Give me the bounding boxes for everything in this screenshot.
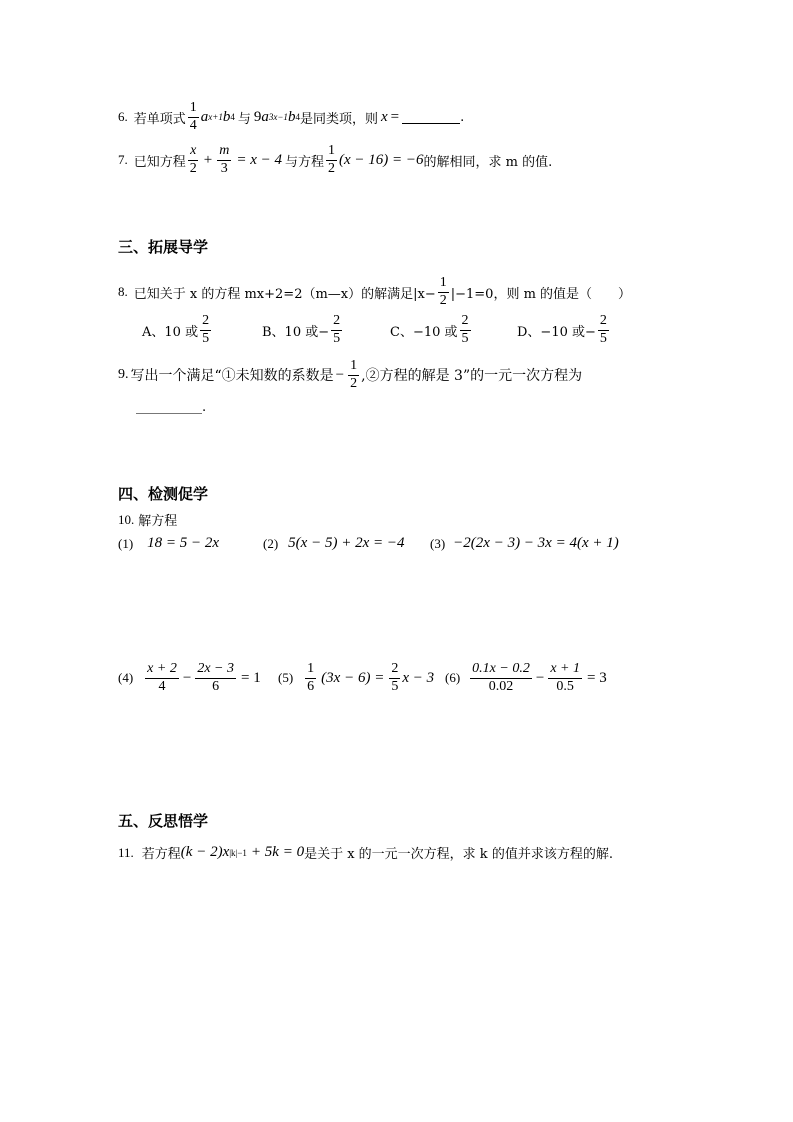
question-7	[118, 144, 552, 176]
problem-label: (5)	[278, 670, 294, 686]
fraction: $\frac{1}{2}$	[350, 358, 358, 391]
answer-blank[interactable]	[402, 111, 460, 124]
question-8	[118, 276, 631, 308]
fraction: $\frac{2}{5}$	[391, 661, 399, 694]
equals-sign: =	[390, 108, 400, 125]
equation: −2(2x − 3) − 3x = 4(x + 1)	[453, 535, 619, 551]
question-number: 10.	[118, 511, 135, 527]
fraction: $\frac{2x - 3}{6}$	[197, 661, 234, 694]
question-text: 的解相同，求 m 的值.	[423, 154, 553, 170]
problem-label: (4)	[118, 670, 134, 686]
equation: 5(x − 5) + 2x = −4	[288, 535, 405, 551]
equation-row-1-c	[430, 535, 619, 552]
equation-5: (5) $\frac{1}{6}$ (3x − 6) = $\frac{2}{5}$ x − 3	[278, 661, 435, 694]
question-number: 11.	[118, 844, 134, 860]
fraction: $\frac{2}{5}$	[599, 313, 607, 346]
variable: x	[380, 108, 388, 125]
question-text: 与方程	[285, 154, 325, 170]
section-title: 四、检测促学	[118, 485, 209, 503]
fraction: $\frac{0.1x - 0.2}{0.02}$	[472, 661, 530, 694]
section-title: 五、反思悟学	[118, 812, 209, 830]
period: .	[460, 109, 465, 125]
question-text: |−1=0，则 m 的值是（ ）	[450, 286, 632, 302]
question-9-answer-line	[118, 400, 206, 415]
fraction: $\frac{x}{2}$	[189, 143, 197, 176]
problem-label: (2)	[263, 535, 279, 551]
question-text: 与	[237, 111, 251, 127]
fraction: $\frac{x + 2}{4}$	[147, 661, 177, 694]
question-text: 已知方程	[133, 154, 186, 170]
fraction: $\frac{1}{4}$	[189, 100, 197, 133]
question-text: 解方程	[138, 514, 178, 529]
question-text: 已知关于 x 的方程 mx+2=2（m—x）的解满足|x−	[133, 286, 436, 302]
problem-label: (6)	[445, 670, 461, 686]
fraction: $\frac{1}{2}$	[328, 143, 336, 176]
fraction: $\frac{2}{5}$	[461, 313, 469, 346]
equation-rhs: = x − 4	[236, 151, 283, 168]
question-number: 9.	[118, 367, 129, 383]
equation-6: (6) $\frac{0.1x - 0.2}{0.02}$ − $\frac{x + 1}{0.5}$ = 3	[445, 661, 607, 694]
period: .	[202, 400, 207, 415]
fraction: $\frac{x + 1}{0.5}$	[550, 661, 580, 694]
option-b[interactable]: B、10 或− $\frac{2}{5}$	[262, 313, 341, 346]
question-number: 7.	[118, 152, 128, 168]
fraction: $\frac{2}{5}$	[333, 313, 341, 346]
question-text: 是关于 x 的一元一次方程，求 k 的值并求该方程的解.	[304, 847, 613, 862]
question-number: 8.	[118, 284, 128, 300]
equation: 18 = 5 − 2x	[147, 535, 220, 551]
question-text: 写出一个满足“①未知数的系数是	[130, 368, 334, 385]
problem-label: (1)	[118, 535, 134, 551]
question-text: 是同类项，则	[299, 111, 378, 127]
minus-sign: −	[335, 366, 345, 383]
fraction: $\frac{1}{2}$	[439, 275, 447, 308]
fraction: $\frac{m}{3}$	[219, 143, 230, 176]
equation-row-1-b	[263, 535, 404, 552]
equation: (k − 2)x |k|−1 + 5k = 0	[180, 844, 305, 860]
option-c[interactable]: C、−10 或 $\frac{2}{5}$	[390, 313, 469, 346]
question-text: 若方程	[141, 847, 181, 862]
monomial-1: a x+1 b 4	[200, 108, 235, 125]
question-6	[118, 101, 464, 133]
answer-blank[interactable]	[136, 401, 202, 414]
plus-sign: +	[203, 151, 213, 168]
question-10	[118, 510, 177, 529]
question-number: 6.	[118, 109, 128, 125]
option-d[interactable]: D、−10 或− $\frac{2}{5}$	[517, 313, 607, 346]
question-9	[118, 359, 582, 391]
fraction: $\frac{2}{5}$	[202, 313, 210, 346]
question-text: 若单项式	[133, 111, 186, 127]
monomial-2: 9 a 3x−1 b 4	[253, 108, 300, 125]
equation-4: (4) $\frac{x + 2}{4}$ − $\frac{2x - 3}{6}$ = 1	[118, 661, 261, 694]
question-text: ,②方程的解是 3”的一元一次方程为	[361, 368, 583, 385]
option-a[interactable]: A、10 或 $\frac{2}{5}$	[142, 313, 210, 346]
equation-rhs: (x − 16) = −6	[339, 151, 424, 168]
equation-row-1	[118, 535, 219, 552]
section-title: 三、拓展导学	[118, 238, 209, 256]
problem-label: (3)	[430, 535, 446, 551]
question-11	[118, 843, 613, 862]
fraction: $\frac{1}{6}$	[307, 661, 315, 694]
